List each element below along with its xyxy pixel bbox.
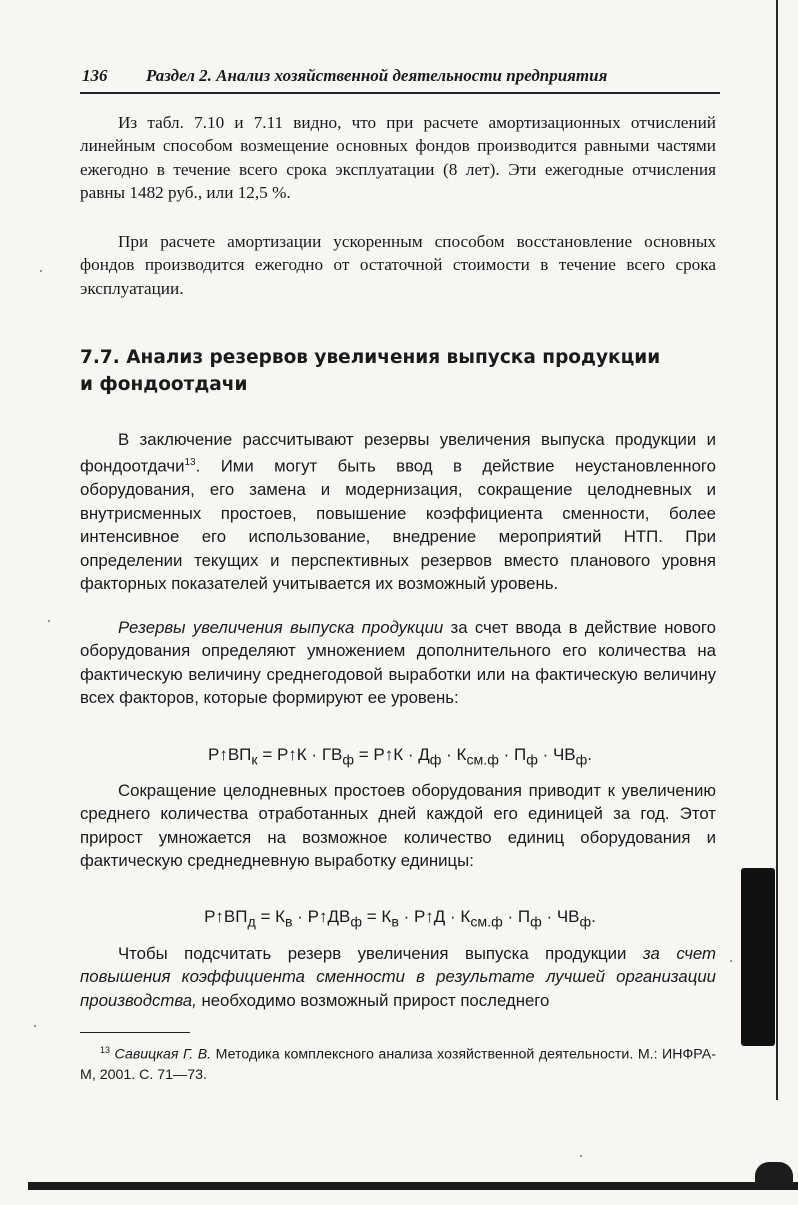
f2-f-sub: ф bbox=[530, 914, 542, 931]
scan-margin-mark bbox=[741, 868, 775, 1046]
paragraph-shift-coefficient bbox=[80, 942, 716, 1012]
p6-text-b: необходимо возможный прирост последнего bbox=[196, 990, 550, 1010]
f1-f-sub: ф bbox=[575, 752, 588, 769]
p4-text: за счет ввода в действие нового оборудования определяют умножением дополнительного его количества на фактическую величину среднегодовой выработки или на фактическую величину всех факторов, которые формируют ее уровень: bbox=[80, 618, 716, 708]
f2-end: . bbox=[591, 907, 596, 926]
footnote-author: Савицкая Г. В. bbox=[114, 1046, 212, 1063]
p6-text-a: Чтобы подсчитать резерв увеличения выпуска продукции bbox=[118, 944, 643, 963]
f1-b-sub: ф bbox=[342, 752, 355, 769]
scan-bottom-edge bbox=[28, 1182, 798, 1190]
f2-d: = К bbox=[362, 907, 392, 926]
f1-c: = Р↑К · Д bbox=[354, 745, 430, 764]
p6-italic: за счет повышения коэффициента сменности в результате лучшей организации производства, bbox=[80, 944, 717, 1010]
paragraph-amortization-accelerated: При расчете амортизации ускоренным способом восстановление основных фондов производится ежегодно от остаточной стоимости в течение всего срока эксплуатации. bbox=[80, 232, 716, 298]
f1-e-sub: ф bbox=[526, 752, 538, 769]
scan-edge-line bbox=[776, 0, 778, 1100]
footnote-text: Методика комплексного анализа хозяйственной деятельности. М.: ИНФРА-М, 2001. С. 71—73. bbox=[80, 1046, 716, 1083]
footnote bbox=[80, 1040, 716, 1085]
f2-b: = К bbox=[255, 907, 286, 926]
formula-new-equipment bbox=[80, 745, 720, 768]
f1-c-sub: ф bbox=[429, 752, 442, 769]
f1-a: Р↑ВП bbox=[207, 745, 252, 764]
page-number: 136 bbox=[82, 66, 108, 85]
section-heading-line1: 7.7. Анализ резервов увеличения выпуска продукции bbox=[80, 347, 661, 368]
f2-e-sub: см.ф bbox=[470, 914, 503, 931]
paragraph-new-equipment bbox=[80, 616, 716, 710]
footnote-rule bbox=[80, 1032, 190, 1033]
f2-a-sub: д bbox=[247, 914, 256, 931]
paragraph-downtime: Сокращение целодневных простоев оборудования приводит к увеличению среднего количества отработанных дней каждой его единицей за год. Этот прирост умножается на возможное количество единиц оборудования и фактическую среднедневную выработку единицы: bbox=[80, 781, 716, 871]
paragraph-amortization-linear: Из табл. 7.10 и 7.11 видно, что при расчете амортизационных отчислений линейным способом возмещение основных фондов производится равными частями ежегодно в течение всего срока эксплуатации (8 лет). Эти ежегодные отчисления равны 1482 руб., или 12,5 %. bbox=[80, 113, 716, 202]
scan-speck bbox=[48, 620, 50, 622]
running-header bbox=[80, 64, 720, 90]
f1-e: · П bbox=[498, 745, 527, 764]
section-heading bbox=[80, 344, 720, 398]
running-title: Раздел 2. Анализ хозяйственной деятельности предприятия bbox=[146, 66, 608, 85]
scan-speck bbox=[34, 1025, 36, 1027]
p3-text-b: . Ими могут быть ввод в действие неустановленного оборудования, его замена и модернизация, сокращение целодневных и внутрисменных простоев, повышение коэффициента сменности, более интенсивное его использование, внедрение мероприятий НТП. При определении текущих и перспективных резервов вместо планового уровня факторных показателей учитывается их возможный уровень. bbox=[80, 457, 716, 594]
paragraph-reserves-intro bbox=[80, 428, 716, 595]
formula-downtime bbox=[80, 907, 720, 930]
f2-c: · Р↑ДВ bbox=[292, 907, 351, 926]
scan-speck bbox=[730, 960, 732, 962]
f2-e: · Р↑Д · К bbox=[398, 907, 471, 926]
f1-f: · ЧВ bbox=[537, 745, 576, 764]
f2-d-sub: в bbox=[391, 914, 399, 931]
section-heading-line2: и фондоотдачи bbox=[80, 374, 248, 395]
f2-b-sub: в bbox=[285, 914, 293, 931]
scan-speck bbox=[580, 1155, 582, 1157]
f2-c-sub: ф bbox=[350, 914, 363, 931]
p3-text-a: В заключение рассчитывают резервы увеличения выпуска продукции и фондоотдачи bbox=[80, 430, 716, 476]
f1-b: = Р↑К · ГВ bbox=[257, 745, 343, 764]
f1-d: · К bbox=[441, 745, 467, 764]
f1-a-sub: к bbox=[251, 752, 258, 769]
header-rule bbox=[80, 92, 720, 94]
f2-a: Р↑ВП bbox=[204, 907, 248, 926]
footnote-marker: 13 bbox=[100, 1045, 111, 1055]
f2-f: · П bbox=[502, 907, 531, 926]
f2-g: · ЧВ bbox=[541, 907, 580, 926]
scan-speck bbox=[40, 270, 42, 272]
p4-italic: Резервы увеличения выпуска продукции bbox=[118, 618, 444, 637]
f1-end: . bbox=[587, 745, 593, 764]
footnote-ref: 13 bbox=[184, 457, 196, 469]
f2-g-sub: ф bbox=[579, 914, 592, 931]
f1-d-sub: см.ф bbox=[466, 752, 499, 769]
